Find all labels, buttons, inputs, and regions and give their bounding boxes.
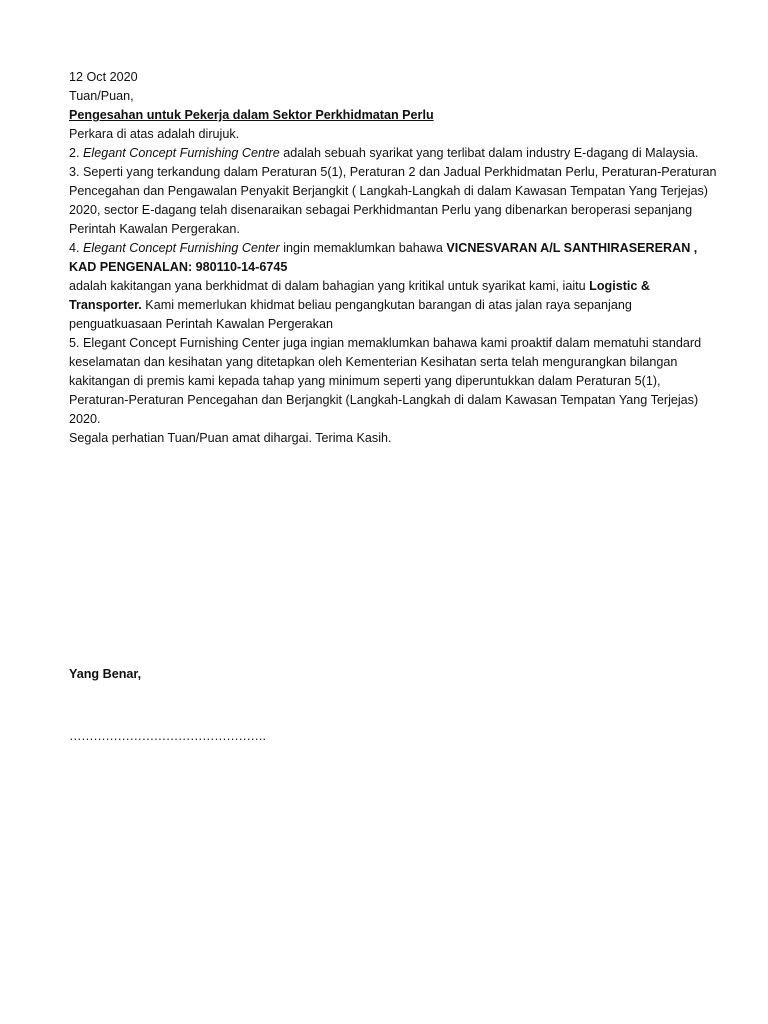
- paragraph-2: [69, 144, 719, 163]
- closing: Yang Benar,: [69, 667, 142, 681]
- intro-paragraph: Perkara di atas adalah dirujuk.: [69, 127, 240, 141]
- paragraph-4-text-b: adalah kakitangan yana berkhidmat di dalam bahagian yang kritikal untuk syarikat kami, iaitu: [69, 279, 586, 293]
- paragraph-4-body: [69, 277, 719, 334]
- signature-line: ………………………………………….: [69, 729, 266, 743]
- employee-name: VICNESVARAN A/L SANTHIRASERERAN ,: [446, 241, 698, 255]
- letter-body: [69, 68, 719, 448]
- paragraph-4-text-c: Kami memerlukan khidmat beliau pengangkutan barangan di atas jalan raya sepanjang penguatkuasaan Perintah Kawalan Pergerakan: [69, 298, 632, 331]
- employee-role: Logistic & Transporter.: [69, 279, 651, 312]
- letter-date: 12 Oct 2020: [69, 70, 138, 84]
- paragraph-2-text: adalah sebuah syarikat yang terlibat dalam industry E-dagang di Malaysia.: [283, 146, 699, 160]
- paragraph-4-text: ingin memaklumkan bahawa: [283, 241, 443, 255]
- paragraph-2-number: 2.: [69, 146, 80, 160]
- paragraph-3: 3. Seperti yang terkandung dalam Peraturan 5(1), Peraturan 2 dan Jadual Perkhidmatan Perlu, Peraturan-Peraturan Pencegahan dan Pengawalan Penyakit Berjangkit ( Langkah-Langkah di dalam Kawasan Tempatan Yang Terjejas) 2020, sector E-dagang telah disenaraikan sebagai Perkhidmantan Perlu yang dibenarkan beroperasi sepanjang Perintah Kawalan Pergerakan.: [69, 165, 717, 236]
- thanks-paragraph: Segala perhatian Tuan/Puan amat dihargai. Terima Kasih.: [69, 431, 392, 445]
- employee-ic-line: [69, 258, 719, 277]
- paragraph-4-number: 4.: [69, 241, 80, 255]
- employee-ic: KAD PENGENALAN: 980110-14-6745: [69, 260, 288, 274]
- company-name: Elegant Concept Furnishing Centre: [83, 146, 280, 160]
- paragraph-4-lead: [69, 239, 719, 258]
- company-name: Elegant Concept Furnishing Center: [83, 241, 280, 255]
- paragraph-5: 5. Elegant Concept Furnishing Center juga ingian memaklumkan bahawa kami proaktif dalam mematuhi standard keselamatan dan kesihatan yang ditetapkan oleh Kementerian Kesihatan serta telah mengurangkan bilangan kakitangan di premis kami kepada tahap yang minimum seperti yang diperuntukkan dalam Peraturan 5(1), Peraturan-Peraturan Pencegahan dan Berjangkit (Langkah-Langkah di dalam Kawasan Tempatan Yang Terjejas) 2020.: [69, 336, 702, 426]
- letter-subject: Pengesahan untuk Pekerja dalam Sektor Perkhidmatan Perlu: [69, 108, 434, 122]
- salutation: Tuan/Puan,: [69, 89, 134, 103]
